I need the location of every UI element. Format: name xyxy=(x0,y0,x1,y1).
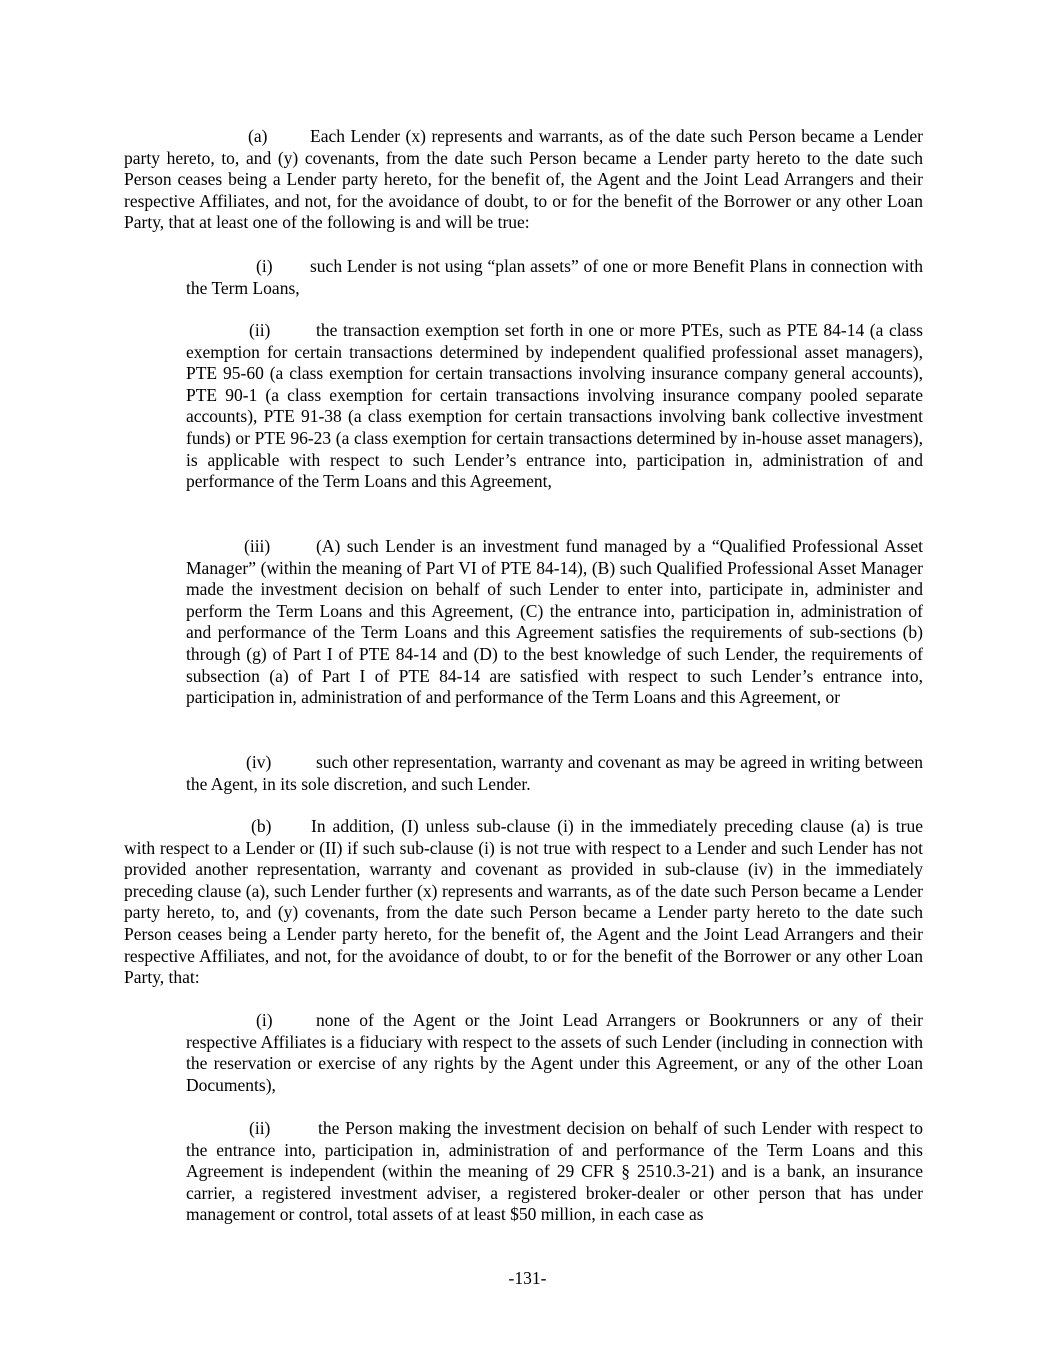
clause-b-item-ii-text: the Person making the investment decision on behalf of such Lender with respect to the entrance into, participation in, administration of and performance of the Term Loans and this Agreement is independent (within the meaning of 29 CFR § 2510.3-21) and is a bank, an insurance carrier, a registered investment adviser, a registered broker-dealer or other person that has under management or control, total assets of at least $50 million, in each case as xyxy=(186,1118,923,1225)
clause-a-label: (a) xyxy=(248,126,268,146)
clause-b-item-ii xyxy=(186,1118,923,1226)
clause-a-item-iii-text: (A) such Lender is an investment fund managed by a “Qualified Professional Asset Manager” (within the meaning of Part VI of PTE 84-14), (B) such Qualified Professional Asset Manager made the investment decision on behalf of such Lender to enter into, participate in, administer and perform the Term Loans and this Agreement, (C) the entrance into, participation in, administration of and performance of the Term Loans and this Agreement satisfies the requirements of sub-sections (b) through (g) of Part I of PTE 84-14 and (D) to the best knowledge of such Lender, the requirements of subsection (a) of Part I of PTE 84-14 are satisfied with respect to such Lender’s entrance into, participation in, administration of and performance of the Term Loans and this Agreement, or xyxy=(186,536,923,708)
clause-a-item-i-text: such Lender is not using “plan assets” of one or more Benefit Plans in connection with the Term Loans, xyxy=(186,256,923,298)
clause-a xyxy=(124,126,923,234)
clause-a-item-iv xyxy=(186,752,923,795)
clause-a-item-i-label: (i) xyxy=(256,256,273,276)
clause-a-text: Each Lender (x) represents and warrants, as of the date such Person became a Lender party hereto, to, and (y) covenants, from the date such Person became a Lender party hereto to the date such Person ceases being a Lender party hereto, for the benefit of, the Agent and the Joint Lead Arrangers and their respective Affiliates, and not, for the avoidance of doubt, to or for the benefit of the Borrower or any other Loan Party, that at least one of the following is and will be true: xyxy=(124,126,923,233)
page-number: -131- xyxy=(508,1268,547,1288)
clause-a-item-iv-text: such other representation, warranty and covenant as may be agreed in writing between the Agent, in its sole discretion, and such Lender. xyxy=(186,752,923,794)
clause-a-item-iii-label: (iii) xyxy=(244,536,271,556)
clause-b xyxy=(124,816,923,989)
clause-b-item-i-text: none of the Agent or the Joint Lead Arrangers or Bookrunners or any of their respective Affiliates is a fiduciary with respect to the assets of such Lender (including in connection with the reservation or exercise of any rights by the Agent under this Agreement, or any of the other Loan Documents), xyxy=(186,1010,923,1095)
clause-a-item-iv-label: (iv) xyxy=(246,752,272,772)
clause-b-item-i xyxy=(186,1010,923,1096)
clause-b-item-ii-label: (ii) xyxy=(249,1118,271,1138)
clause-b-text: In addition, (I) unless sub-clause (i) in the immediately preceding clause (a) is true with respect to a Lender or (II) if such sub-clause (i) is not true with respect to a Lender and such Lender has not provided another representation, warranty and covenant as provided in sub-clause (iv) in the immediately preceding clause (a), such Lender further (x) represents and warrants, as of the date such Person became a Lender party hereto, to, and (y) covenants, from the date such Person became a Lender party hereto to the date such Person ceases being a Lender party hereto, for the benefit of, the Agent and the Joint Lead Arrangers and their respective Affiliates, and not, for the avoidance of doubt, to or for the benefit of the Borrower or any other Loan Party, that: xyxy=(124,816,923,988)
clause-b-item-i-label: (i) xyxy=(256,1010,273,1030)
clause-a-item-ii xyxy=(186,320,923,493)
clause-a-item-ii-text: the transaction exemption set forth in one or more PTEs, such as PTE 84-14 (a class exemption for certain transactions determined by independent qualified professional asset managers), PTE 95-60 (a class exemption for certain transactions involving insurance company general accounts), PTE 90-1 (a class exemption for certain transactions involving insurance company pooled separate accounts), PTE 91-38 (a class exemption for certain transactions involving bank collective investment funds) or PTE 96-23 (a class exemption for certain transactions determined by in-house asset managers), is applicable with respect to such Lender’s entrance into, participation in, administration of and performance of the Term Loans and this Agreement, xyxy=(186,320,923,492)
clause-a-item-i xyxy=(186,256,923,299)
clause-b-label: (b) xyxy=(251,816,272,836)
clause-a-item-iii xyxy=(186,536,923,709)
clause-a-item-ii-label: (ii) xyxy=(249,320,271,340)
